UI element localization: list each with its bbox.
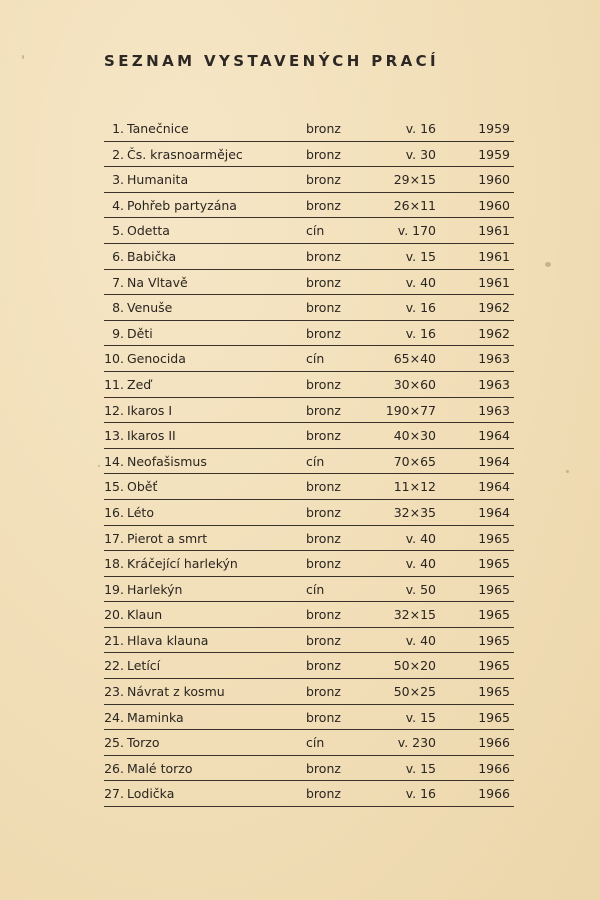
work-title: Klaun	[127, 607, 163, 623]
table-row	[104, 679, 514, 705]
row-number: 3.	[112, 172, 124, 188]
work-dimensions: v. 16	[405, 786, 436, 802]
work-title: Na Vltavě	[127, 274, 188, 290]
work-year: 1961	[478, 248, 510, 264]
table-row	[104, 730, 514, 756]
work-year: 1959	[478, 146, 510, 162]
row-number: 14.	[104, 453, 124, 469]
work-material: cín	[306, 735, 325, 751]
row-number: 17.	[104, 530, 124, 546]
work-year: 1964	[478, 504, 510, 520]
work-title: Pierot a smrt	[127, 530, 208, 546]
work-dimensions: v. 15	[405, 760, 436, 776]
row-number: 18.	[104, 556, 124, 572]
table-row	[104, 295, 514, 321]
row-number: 20.	[104, 607, 124, 623]
row-number: 11.	[104, 376, 124, 392]
work-material: bronz	[306, 248, 341, 264]
work-dimensions: v. 40	[405, 556, 436, 572]
work-dimensions: 32×35	[393, 504, 436, 520]
work-dimensions: 190×77	[385, 402, 436, 418]
work-material: bronz	[306, 300, 341, 316]
table-row	[104, 449, 514, 475]
work-material: bronz	[306, 684, 341, 700]
work-material: bronz	[306, 760, 341, 776]
work-dimensions: 29×15	[393, 172, 436, 188]
table-row	[104, 551, 514, 577]
work-title: Genocida	[127, 351, 186, 367]
table-row	[104, 372, 514, 398]
work-year: 1962	[478, 300, 510, 316]
paper-speck	[22, 55, 24, 59]
work-material: cín	[306, 223, 325, 239]
work-material: bronz	[306, 197, 341, 213]
work-year: 1966	[478, 735, 510, 751]
work-year: 1964	[478, 479, 510, 495]
work-year: 1965	[478, 556, 510, 572]
work-year: 1965	[478, 684, 510, 700]
work-material: bronz	[306, 530, 341, 546]
work-title: Letící	[127, 658, 161, 674]
table-row	[104, 756, 514, 782]
work-year: 1965	[478, 632, 510, 648]
work-title: Neofašismus	[127, 453, 207, 469]
work-material: bronz	[306, 556, 341, 572]
work-dimensions: v. 16	[405, 121, 436, 136]
table-row	[104, 577, 514, 603]
row-number: 27.	[104, 786, 124, 802]
work-year: 1965	[478, 658, 510, 674]
work-material: bronz	[306, 172, 341, 188]
work-title: Tanečnice	[127, 121, 189, 136]
work-title: Léto	[127, 504, 154, 520]
work-title: Lodička	[127, 786, 175, 802]
work-year: 1965	[478, 607, 510, 623]
table-row	[104, 398, 514, 424]
works-table	[104, 116, 514, 807]
work-year: 1966	[478, 786, 510, 802]
work-material: bronz	[306, 479, 341, 495]
table-row	[104, 218, 514, 244]
work-dimensions: v. 15	[405, 248, 436, 264]
work-material: bronz	[306, 607, 341, 623]
table-row	[104, 142, 514, 168]
table-row	[104, 526, 514, 552]
row-number: 8.	[112, 300, 124, 316]
paper-speck	[545, 262, 551, 267]
work-dimensions: 50×20	[393, 658, 436, 674]
work-title: Kráčející harlekýn	[127, 556, 238, 572]
table-row	[104, 167, 514, 193]
row-number: 10.	[104, 351, 124, 367]
work-material: bronz	[306, 632, 341, 648]
work-material: cín	[306, 351, 325, 367]
work-material: cín	[306, 453, 325, 469]
work-title: Čs. krasnoarmějec	[127, 146, 243, 162]
row-number: 12.	[104, 402, 124, 418]
work-dimensions: 70×65	[393, 453, 436, 469]
table-row	[104, 653, 514, 679]
row-number: 5.	[112, 223, 124, 239]
work-dimensions: 32×15	[393, 607, 436, 623]
work-title: Odetta	[127, 223, 170, 239]
paper-speck	[98, 465, 100, 467]
work-material: bronz	[306, 658, 341, 674]
work-dimensions: v. 50	[405, 581, 436, 597]
table-row	[104, 628, 514, 654]
work-year: 1965	[478, 709, 510, 725]
work-year: 1963	[478, 402, 510, 418]
work-year: 1966	[478, 760, 510, 776]
table-row	[104, 602, 514, 628]
work-year: 1965	[478, 581, 510, 597]
row-number: 25.	[104, 735, 124, 751]
row-number: 4.	[112, 197, 124, 213]
work-material: bronz	[306, 325, 341, 341]
row-number: 13.	[104, 428, 124, 444]
work-dimensions: v. 170	[397, 223, 436, 239]
page-title: SEZNAM VYSTAVENÝCH PRACÍ	[104, 52, 440, 70]
work-year: 1965	[478, 530, 510, 546]
row-number: 9.	[112, 325, 124, 341]
work-dimensions: 50×25	[393, 684, 436, 700]
work-title: Babička	[127, 248, 177, 264]
row-number: 19.	[104, 581, 124, 597]
work-material: bronz	[306, 428, 341, 444]
work-dimensions: v. 30	[405, 146, 436, 162]
row-number: 16.	[104, 504, 124, 520]
table-row	[104, 781, 514, 807]
row-number: 21.	[104, 632, 124, 648]
row-number: 24.	[104, 709, 124, 725]
table-row	[104, 500, 514, 526]
table-row	[104, 270, 514, 296]
work-dimensions: 26×11	[393, 197, 436, 213]
work-material: bronz	[306, 146, 341, 162]
work-material: bronz	[306, 274, 341, 290]
work-material: bronz	[306, 376, 341, 392]
work-dimensions: v. 40	[405, 274, 436, 290]
row-number: 22.	[104, 658, 124, 674]
table-row	[104, 321, 514, 347]
table-row	[104, 244, 514, 270]
work-dimensions: 11×12	[393, 479, 436, 495]
work-dimensions: v. 16	[405, 300, 436, 316]
table-row	[104, 116, 514, 142]
table-row	[104, 346, 514, 372]
work-year: 1960	[478, 197, 510, 213]
work-title: Harlekýn	[127, 581, 183, 597]
table-row	[104, 193, 514, 219]
work-dimensions: 40×30	[393, 428, 436, 444]
work-year: 1960	[478, 172, 510, 188]
row-number: 6.	[112, 248, 124, 264]
row-number: 23.	[104, 684, 124, 700]
work-title: Děti	[127, 325, 153, 341]
work-dimensions: v. 40	[405, 530, 436, 546]
row-number: 7.	[112, 274, 124, 290]
work-year: 1962	[478, 325, 510, 341]
work-title: Maminka	[127, 709, 184, 725]
work-dimensions: v. 40	[405, 632, 436, 648]
work-dimensions: v. 15	[405, 709, 436, 725]
work-title: Humanita	[127, 172, 189, 188]
work-year: 1963	[478, 351, 510, 367]
work-material: bronz	[306, 121, 341, 136]
work-title: Zeď	[127, 376, 152, 392]
work-year: 1959	[478, 121, 510, 136]
work-material: bronz	[306, 786, 341, 802]
work-title: Oběť	[127, 479, 158, 495]
work-dimensions: 30×60	[393, 376, 436, 392]
work-year: 1963	[478, 376, 510, 392]
work-year: 1964	[478, 428, 510, 444]
work-year: 1961	[478, 274, 510, 290]
work-material: bronz	[306, 402, 341, 418]
work-year: 1964	[478, 453, 510, 469]
work-title: Pohřeb partyzána	[127, 197, 237, 213]
table-row	[104, 423, 514, 449]
paper-speck	[566, 470, 569, 473]
table-row	[104, 705, 514, 731]
work-year: 1961	[478, 223, 510, 239]
row-number: 1.	[112, 121, 124, 136]
row-number: 15.	[104, 479, 124, 495]
table-row	[104, 474, 514, 500]
work-dimensions: v. 16	[405, 325, 436, 341]
work-dimensions: 65×40	[393, 351, 436, 367]
work-material: bronz	[306, 504, 341, 520]
row-number: 26.	[104, 760, 124, 776]
work-title: Ikaros II	[127, 428, 176, 444]
work-material: bronz	[306, 709, 341, 725]
work-title: Ikaros I	[127, 402, 173, 418]
work-material: cín	[306, 581, 325, 597]
work-dimensions: v. 230	[397, 735, 436, 751]
work-title: Návrat z kosmu	[127, 684, 225, 700]
work-title: Torzo	[127, 735, 160, 751]
work-title: Hlava klauna	[127, 632, 209, 648]
work-title: Venuše	[127, 300, 173, 316]
work-title: Malé torzo	[127, 760, 193, 776]
row-number: 2.	[112, 146, 124, 162]
